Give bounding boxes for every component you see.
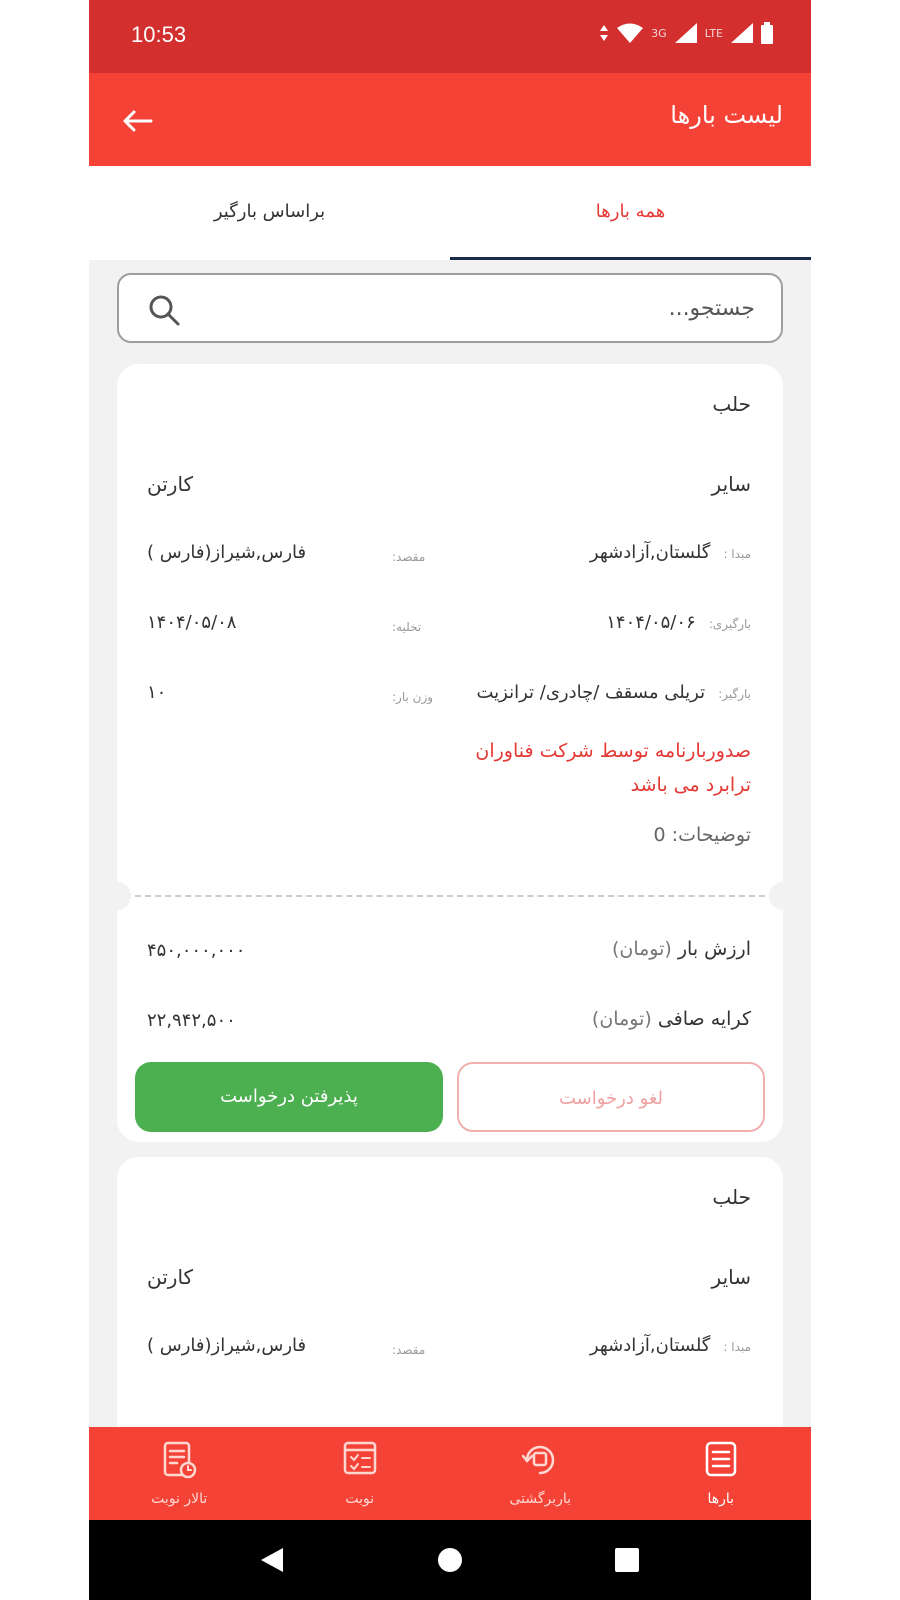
nav-turn-hall[interactable] (89, 1427, 270, 1520)
cancel-request-button[interactable]: لغو درخواست (457, 1062, 765, 1132)
accept-request-button[interactable]: پذیرفتن درخواست (135, 1062, 443, 1132)
system-home-icon[interactable] (437, 1546, 463, 1574)
nav-return-cargo-label: باربرگشتی (509, 1491, 572, 1507)
cargo-value: ۴۵۰,۰۰۰,۰۰۰ (147, 940, 246, 961)
tab-all-cargo[interactable]: همه بارها (450, 166, 811, 260)
page-title: لیست بارها (670, 101, 783, 129)
tab-bar (89, 166, 811, 260)
search-input[interactable] (195, 287, 755, 329)
nav-return-cargo[interactable] (450, 1427, 631, 1520)
back-arrow-icon[interactable] (119, 103, 155, 139)
cargo-type: حلب (712, 392, 751, 416)
origin-value: گلستان,آزادشهر (589, 1335, 711, 1356)
unloading-date: ۱۴۰۴/۰۵/۰۸ (147, 612, 237, 633)
cargo-list[interactable] (89, 260, 811, 1427)
loading-row (606, 612, 751, 633)
search-icon[interactable] (147, 293, 181, 327)
system-recents-icon[interactable] (614, 1546, 640, 1574)
net-fare-label: کرایه صافی (تومان) (591, 1008, 751, 1030)
wifi-icon (617, 23, 643, 43)
destination-value: فارس,شیراز(فارس ) (147, 1335, 307, 1356)
return-cargo-icon (519, 1439, 561, 1481)
nav-turn-label: نوبت (345, 1491, 375, 1507)
turn-icon (340, 1439, 380, 1481)
phone-screen (89, 0, 811, 1600)
cargo-card-2[interactable] (117, 1157, 783, 1427)
weight-label: وزن بار: (392, 690, 434, 704)
destination-value: فارس,شیراز(فارس ) (147, 542, 307, 563)
bottom-navigation (89, 1427, 811, 1520)
origin-value: گلستان,آزادشهر (589, 542, 711, 563)
battery-icon (761, 22, 773, 44)
ticket-notch-right (769, 882, 797, 910)
cargo-card[interactable] (117, 364, 783, 1142)
vehicle-row (476, 682, 751, 703)
turn-hall-icon (159, 1439, 199, 1481)
loading-label: بارگیری: (708, 617, 751, 631)
packaging: کارتن (147, 1265, 194, 1289)
status-bar (89, 0, 811, 73)
dashed-divider (135, 895, 765, 897)
description: توضیحات: 0 (653, 824, 751, 846)
packaging: کارتن (147, 472, 194, 496)
loading-date: ۱۴۰۴/۰۵/۰۶ (606, 612, 696, 633)
network-lte-label: LTE (704, 26, 723, 40)
app-bar (89, 73, 811, 166)
origin-row (590, 1335, 751, 1356)
network-3g-label: 3G (651, 26, 667, 40)
origin-row (590, 542, 751, 563)
status-time: 10:53 (131, 22, 187, 47)
nav-cargo[interactable] (631, 1427, 812, 1520)
list-icon (701, 1439, 741, 1481)
system-navigation-bar (89, 1520, 811, 1600)
vehicle-value: تریلی مسقف /چادری/ ترانزیت (476, 682, 706, 703)
unloading-label: تخلیه: (392, 620, 422, 634)
data-arrows-icon (599, 25, 609, 41)
cargo-value-label: ارزش بار (تومان) (611, 938, 751, 960)
tab-by-vehicle[interactable]: براساس بارگیر (213, 201, 326, 222)
origin-label: مبدا : (723, 547, 751, 561)
cargo-category: سایر (711, 1265, 751, 1289)
system-back-icon[interactable] (259, 1546, 285, 1574)
nav-turn-hall-label: تالار نوبت (151, 1491, 208, 1507)
nav-cargo-label: بارها (707, 1491, 735, 1507)
cargo-type: حلب (712, 1185, 751, 1209)
search-box (117, 273, 783, 343)
cargo-category: سایر (711, 472, 751, 496)
vehicle-label: بارگیر: (718, 687, 751, 701)
signal-icon (675, 23, 697, 43)
destination-label: مقصد: (392, 1343, 426, 1357)
ticket-notch-left (103, 882, 131, 910)
signal-icon-2 (731, 23, 753, 43)
origin-label: مبدا : (723, 1340, 751, 1354)
weight-value: ۱۰ (147, 682, 167, 703)
nav-turn[interactable] (270, 1427, 451, 1520)
issuer-notice: صدوربارنامه توسط شرکت فناوران ترابرد می باشد (475, 740, 751, 796)
destination-label: مقصد: (392, 550, 426, 564)
net-fare: ۲۲,۹۴۲,۵۰۰ (147, 1010, 236, 1031)
